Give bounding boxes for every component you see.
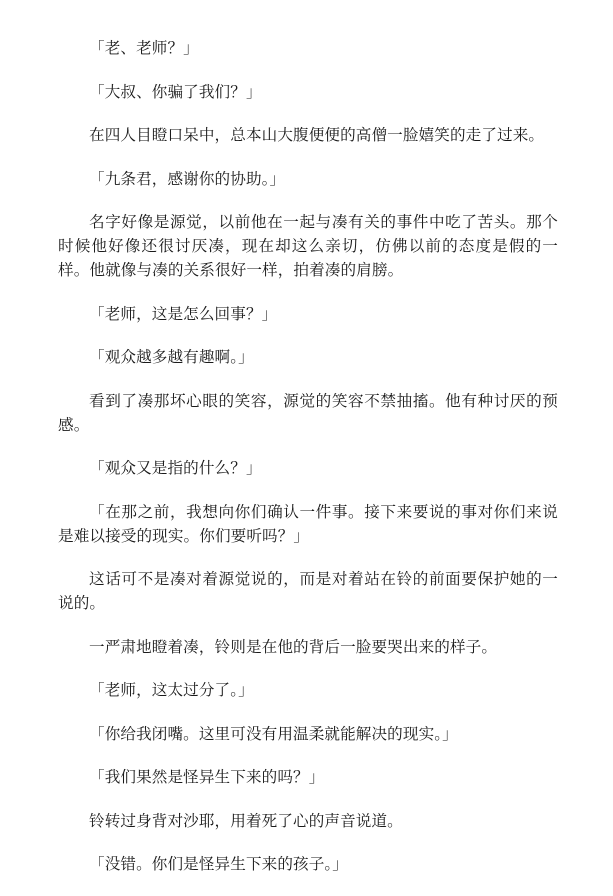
paragraph: 「在那之前，我想向你们确认一件事。接下来要说的事对你们来说是难以接受的现实。你们要听吗？」 bbox=[58, 502, 558, 545]
paragraph: 「你给我闭嘴。这里可没有用温柔就能解决的现实。」 bbox=[89, 724, 458, 743]
paragraph: 「老师，这是怎么回事？」 bbox=[89, 304, 278, 323]
paragraph: 「观众越多越有趣啊。」 bbox=[89, 348, 254, 366]
paragraph: 「老师，这太过分了。」 bbox=[89, 681, 254, 699]
paragraph: 看到了凑那坏心眼的笑容，源觉的笑容不禁抽搐。他有种讨厌的预感。 bbox=[58, 391, 558, 434]
paragraph: 「老、老师？」 bbox=[89, 39, 199, 57]
paragraph: 「观众又是指的什么？」 bbox=[89, 459, 262, 477]
paragraph: 「没错。你们是怪异生下来的孩子。」 bbox=[89, 855, 348, 873]
paragraph: 这话可不是凑对着源觉说的，而是对着站在铃的前面要保护她的一说的。 bbox=[58, 570, 558, 612]
paragraph: 铃转过身背对沙耶，用着死了心的声音说道。 bbox=[89, 811, 403, 830]
paragraph: 「我们果然是怪异生下来的吗？」 bbox=[89, 768, 325, 786]
paragraph: 「九条君，感谢你的协助。」 bbox=[89, 169, 286, 188]
paragraph: 一严肃地瞪着凑，铃则是在他的背后一脸要哭出来的样子。 bbox=[89, 637, 498, 656]
paragraph: 在四人目瞪口呆中，总本山大腹便便的高僧一脸嬉笑的走了过来。 bbox=[89, 126, 545, 144]
body-text bbox=[58, 36, 558, 896]
paragraph: 「大叔、你骗了我们？」 bbox=[89, 82, 262, 101]
paragraph: 名字好像是源觉，以前他在一起与凑有关的事件中吃了苦头。那个时候他好像还很讨厌凑，现在却这么亲切，仿佛以前的态度是假的一样。他就像与凑的关系很好一样，拍着凑的肩膀。 bbox=[58, 213, 558, 279]
